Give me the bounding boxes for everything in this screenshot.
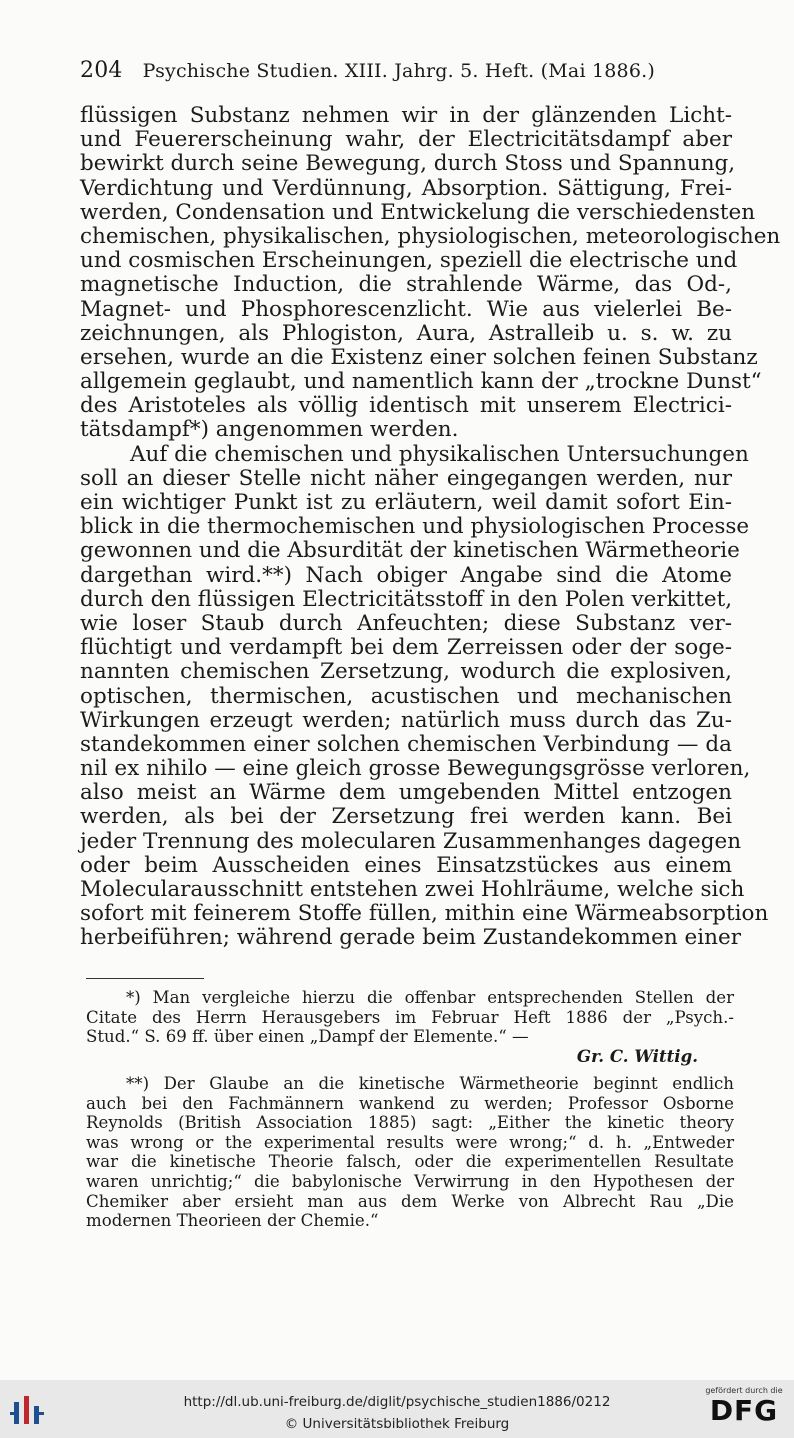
footnote-line: was wrong or the experimental results were wrong;“ d. h. „Entweder [86, 1132, 734, 1152]
page-number: 204 [80, 58, 123, 83]
text-line: bewirkt durch seine Bewegung, durch Stoss und Spannung, [80, 151, 736, 177]
dfg-tagline: gefördert durch die [705, 1386, 783, 1395]
text-line: ersehen, wurde an die Existenz einer solchen feinen Substanz [80, 344, 758, 370]
paragraph-start-line: Auf die chemischen und physikalischen Untersuchungen [130, 441, 749, 467]
running-title: Psychische Studien. XIII. Jahrg. 5. Heft. (Mai 1886.) [142, 60, 655, 82]
text-line: Molecularausschnitt entstehen zwei Hohlräume, welche sich [80, 877, 745, 902]
running-head [80, 58, 730, 83]
footnote-line: *) Man vergleiche hierzu die offenbar entsprechenden Stellen der [126, 988, 734, 1007]
text-line: oder beim Ausscheiden eines Einsatzstückes aus einem [80, 852, 732, 878]
text-line: optischen, thermischen, acustischen und mechanischen [80, 683, 732, 709]
footnote-line: Stud.“ S. 69 ff. über einen „Dampf der Elemente.“ — [86, 1027, 529, 1047]
text-line: Wirkungen erzeugt werden; natürlich muss durch das Zu- [80, 707, 732, 733]
text-line: tätsdampf*) angenommen werden. [80, 417, 459, 443]
footnote-line: **) Der Glaube an die kinetische Wärmetheorie beginnt endlich [126, 1074, 734, 1093]
footnote-line: Chemiker aber ersieht man aus dem Werke von Albrecht Rau „Die [86, 1191, 734, 1211]
text-line: des Aristoteles als völlig identisch mit unserem Electrici- [80, 393, 732, 419]
footnote-line: modernen Theorieen der Chemie.“ [86, 1211, 379, 1231]
text-line: werden, als bei der Zersetzung frei werden kann. Bei [80, 804, 732, 830]
dfg-logo-text: DFG [709, 1394, 779, 1427]
text-line: zeichnungen, als Phlogiston, Aura, Astralleib u. s. w. zu [80, 320, 732, 346]
text-line: flüssigen Substanz nehmen wir in der glänzenden Licht- [80, 103, 732, 128]
text-line: und Feuererscheinung wahr, der Electricitätsdampf aber [80, 127, 732, 153]
permalink-url[interactable]: http://dl.ub.uni-freiburg.de/diglit/psychische_studien1886/0212 [183, 1394, 611, 1410]
text-line: blick in die thermochemischen und physiologischen Processe [80, 514, 750, 540]
text-line: Verdichtung und Verdünnung, Absorption. Sättigung, Frei- [80, 175, 732, 201]
footnote-separator [86, 978, 204, 979]
footnote-1 [86, 988, 734, 1066]
copyright-notice: © Universitätsbibliothek Freiburg [284, 1416, 510, 1432]
text-line: herbeiführen; während gerade beim Zustandekommen einer [80, 925, 741, 951]
text-line: flüchtigt und verdampft bei dem Zerreissen oder der soge- [80, 635, 732, 661]
text-line: standekommen einer solchen chemischen Verbindung — da [80, 731, 732, 757]
footnote-line: auch bei den Fachmännern wankend zu werden; Professor Osborne [86, 1093, 734, 1113]
text-line: nil ex nihilo — eine gleich grosse Bewegungsgrösse verloren, [80, 756, 751, 782]
text-line: Magnet- und Phosphorescenzlicht. Wie aus vielerlei Be- [80, 296, 732, 322]
text-line: chemischen, physikalischen, physiologischen, meteorologischen [80, 223, 781, 249]
footnote-signature: Gr. C. Wittig. [576, 1045, 698, 1066]
text-line: gewonnen und die Absurdität der kinetischen Wärmetheorie [80, 538, 740, 564]
body-text [80, 103, 781, 951]
footnote-line: Citate des Herrn Herausgebers im Februar Heft 1886 der „Psych.- [86, 1007, 734, 1027]
dfg-logo [700, 1386, 788, 1434]
text-line: allgemein geglaubt, und namentlich kann der „trockne Dunst“ [80, 369, 762, 395]
text-line: dargethan wird.**) Nach obiger Angabe sind die Atome [80, 562, 732, 588]
footnote-2 [86, 1074, 734, 1231]
footnote-line: Reynolds (British Association 1885) sagt: „Either the kinetic theory [86, 1113, 734, 1133]
text-line: und cosmischen Erscheinungen, speziell die electrische und [80, 248, 738, 274]
text-line: jeder Trennung des molecularen Zusammenhanges dagegen [80, 828, 742, 854]
text-line: durch den flüssigen Electricitätsstoff in den Polen verkittet, [80, 586, 733, 612]
text-line: sofort mit feinerem Stoffe füllen, mithin eine Wärmeabsorption [80, 901, 769, 927]
text-line: soll an dieser Stelle nicht näher eingegangen werden, nur [80, 465, 732, 491]
text-line: werden, Condensation und Entwickelung die verschiedensten [80, 199, 756, 225]
text-line: ein wichtiger Punkt ist zu erläutern, weil damit sofort Ein- [80, 490, 732, 515]
text-line: wie loser Staub durch Anfeuchten; diese Substanz ver- [80, 610, 732, 636]
text-line: also meist an Wärme dem umgebenden Mittel entzogen [80, 780, 732, 806]
text-line: nannten chemischen Zersetzung, wodurch die explosiven, [80, 659, 732, 685]
footnote-line: war die kinetische Theorie falsch, oder die experimentellen Resultate [86, 1152, 734, 1172]
footnote-line: waren unrichtig;“ die babylonische Verwirrung in den Hypothesen der [86, 1171, 734, 1191]
text-line: magnetische Induction, die strahlende Wärme, das Od-, [80, 272, 732, 298]
viewer-footer-bar [0, 1380, 794, 1438]
